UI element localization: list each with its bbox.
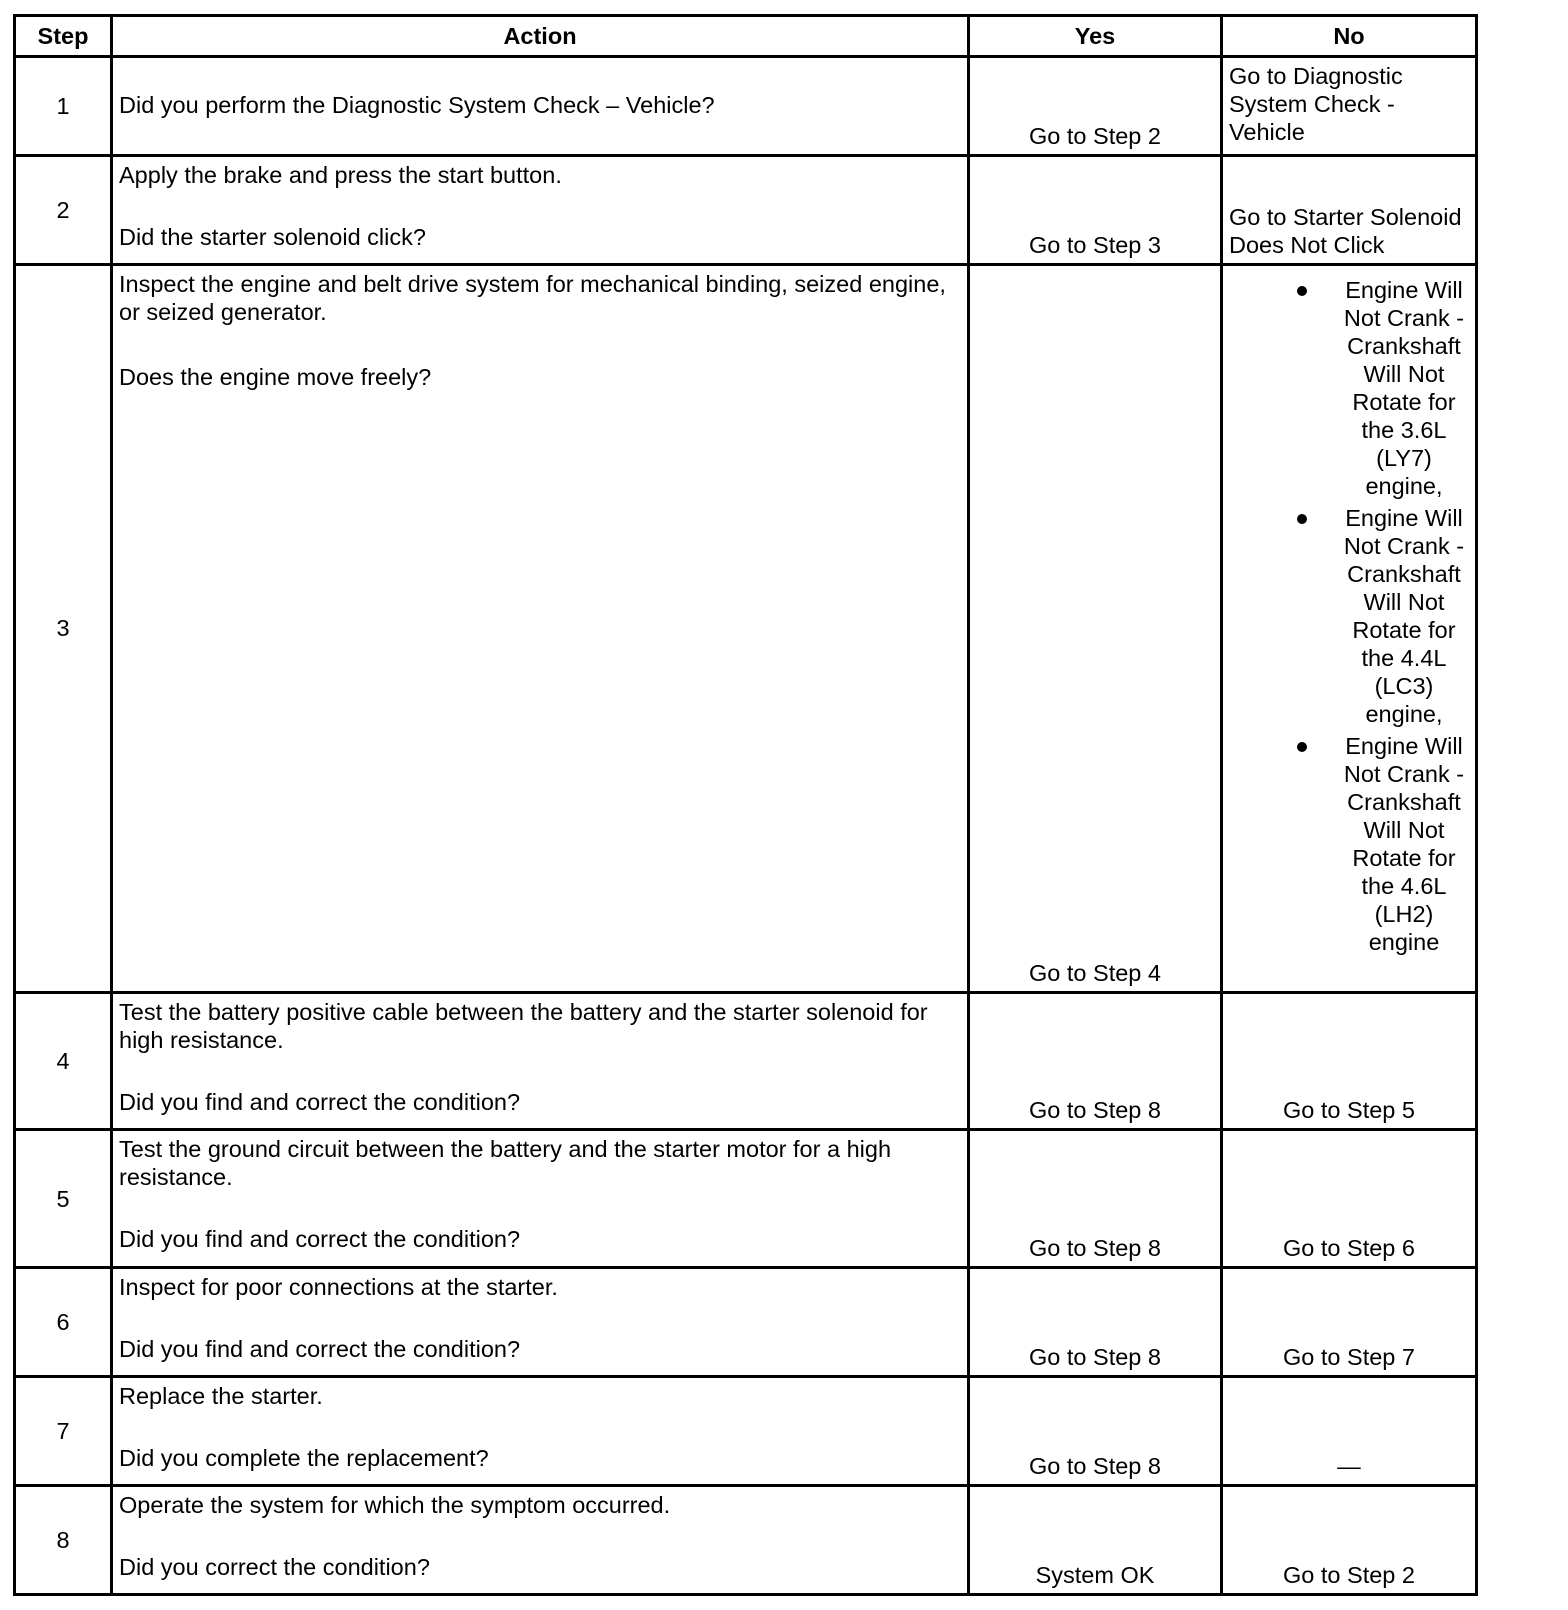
table-row [15, 1377, 1477, 1486]
yes-cell: System OK [969, 1485, 1222, 1594]
table-row [15, 57, 1477, 156]
action-instruction: Replace the starter. [119, 1383, 323, 1409]
table-row [15, 264, 1477, 992]
no-cell: Go to Starter Solenoid Does Not Click [1222, 155, 1477, 264]
yes-cell: Go to Step 8 [969, 1130, 1222, 1268]
table-row [15, 155, 1477, 264]
action-cell [112, 264, 969, 992]
step-number: 5 [15, 1130, 112, 1268]
yes-cell: Go to Step 8 [969, 1377, 1222, 1486]
action-instruction: Test the battery positive cable between the battery and the starter solenoid for high resistance. [119, 998, 928, 1053]
header-yes: Yes [969, 16, 1222, 57]
list-item [1229, 732, 1469, 956]
action-instruction: Test the ground circuit between the battery and the starter motor for a high resistance. [119, 1136, 892, 1191]
no-cell: Go to Step 6 [1222, 1130, 1477, 1268]
action-question: Did you complete the replacement? [119, 1445, 489, 1471]
bullet-icon [1295, 284, 1309, 298]
no-cell [1222, 264, 1477, 992]
yes-cell: Go to Step 8 [969, 992, 1222, 1130]
no-cell: Go to Step 7 [1222, 1268, 1477, 1377]
action-question: Did you find and correct the condition? [119, 1336, 521, 1363]
bullet-icon [1295, 512, 1309, 526]
action-cell [112, 1485, 969, 1594]
bullet-link: Engine Will Not Crank - Crankshaft Will Not Rotate for the 4.6L (LH2) engine [1343, 732, 1465, 955]
action-instruction: Operate the system for which the symptom occurred. [119, 1491, 671, 1518]
bullet-link: Engine Will Not Crank - Crankshaft Will Not Rotate for the 3.6L (LY7) engine, [1343, 276, 1465, 499]
action-question: Did you find and correct the condition? [119, 1088, 521, 1115]
action-cell [112, 155, 969, 264]
bullet-icon [1295, 740, 1309, 754]
action-instruction: Inspect the engine and belt drive system for mechanical binding, seized engine, or seized generator. [119, 270, 946, 325]
yes-cell: Go to Step 2 [969, 57, 1222, 156]
header-step: Step [15, 16, 112, 57]
step-number: 8 [15, 1485, 112, 1594]
no-cell: Go to Diagnostic System Check - Vehicle [1222, 57, 1477, 156]
bullet-link: Engine Will Not Crank - Crankshaft Will Not Rotate for the 4.4L (LC3) engine, [1343, 504, 1465, 727]
step-number: 6 [15, 1268, 112, 1377]
yes-cell: Go to Step 3 [969, 155, 1222, 264]
step-number: 7 [15, 1377, 112, 1486]
step-number: 3 [15, 264, 112, 992]
action-instruction: Apply the brake and press the start button. [119, 161, 562, 188]
no-cell: — [1222, 1377, 1477, 1486]
action-cell [112, 1377, 969, 1486]
list-item [1229, 276, 1469, 500]
action-question: Did the starter solenoid click? [119, 223, 426, 250]
action-cell [112, 1130, 969, 1268]
action-question: Did you correct the condition? [119, 1553, 430, 1580]
table-row [15, 1130, 1477, 1268]
diagnostic-table [13, 14, 1478, 1596]
table-row [15, 1485, 1477, 1594]
no-cell: Go to Step 5 [1222, 992, 1477, 1130]
no-bullet-list [1229, 276, 1469, 956]
table-row [15, 1268, 1477, 1377]
action-cell [112, 57, 969, 156]
action-cell [112, 992, 969, 1130]
step-number: 1 [15, 57, 112, 156]
header-action: Action [112, 16, 969, 57]
action-question: Does the engine move freely? [119, 363, 432, 390]
yes-cell: Go to Step 4 [969, 264, 1222, 992]
list-item [1229, 504, 1469, 728]
action-question: Did you perform the Diagnostic System Check – Vehicle? [119, 91, 715, 118]
step-number: 2 [15, 155, 112, 264]
step-number: 4 [15, 992, 112, 1130]
action-question: Did you find and correct the condition? [119, 1226, 521, 1253]
table-row [15, 992, 1477, 1130]
action-instruction: Inspect for poor connections at the starter. [119, 1274, 558, 1301]
header-row [15, 16, 1477, 57]
no-cell: Go to Step 2 [1222, 1485, 1477, 1594]
header-no: No [1222, 16, 1477, 57]
yes-cell: Go to Step 8 [969, 1268, 1222, 1377]
action-cell [112, 1268, 969, 1377]
